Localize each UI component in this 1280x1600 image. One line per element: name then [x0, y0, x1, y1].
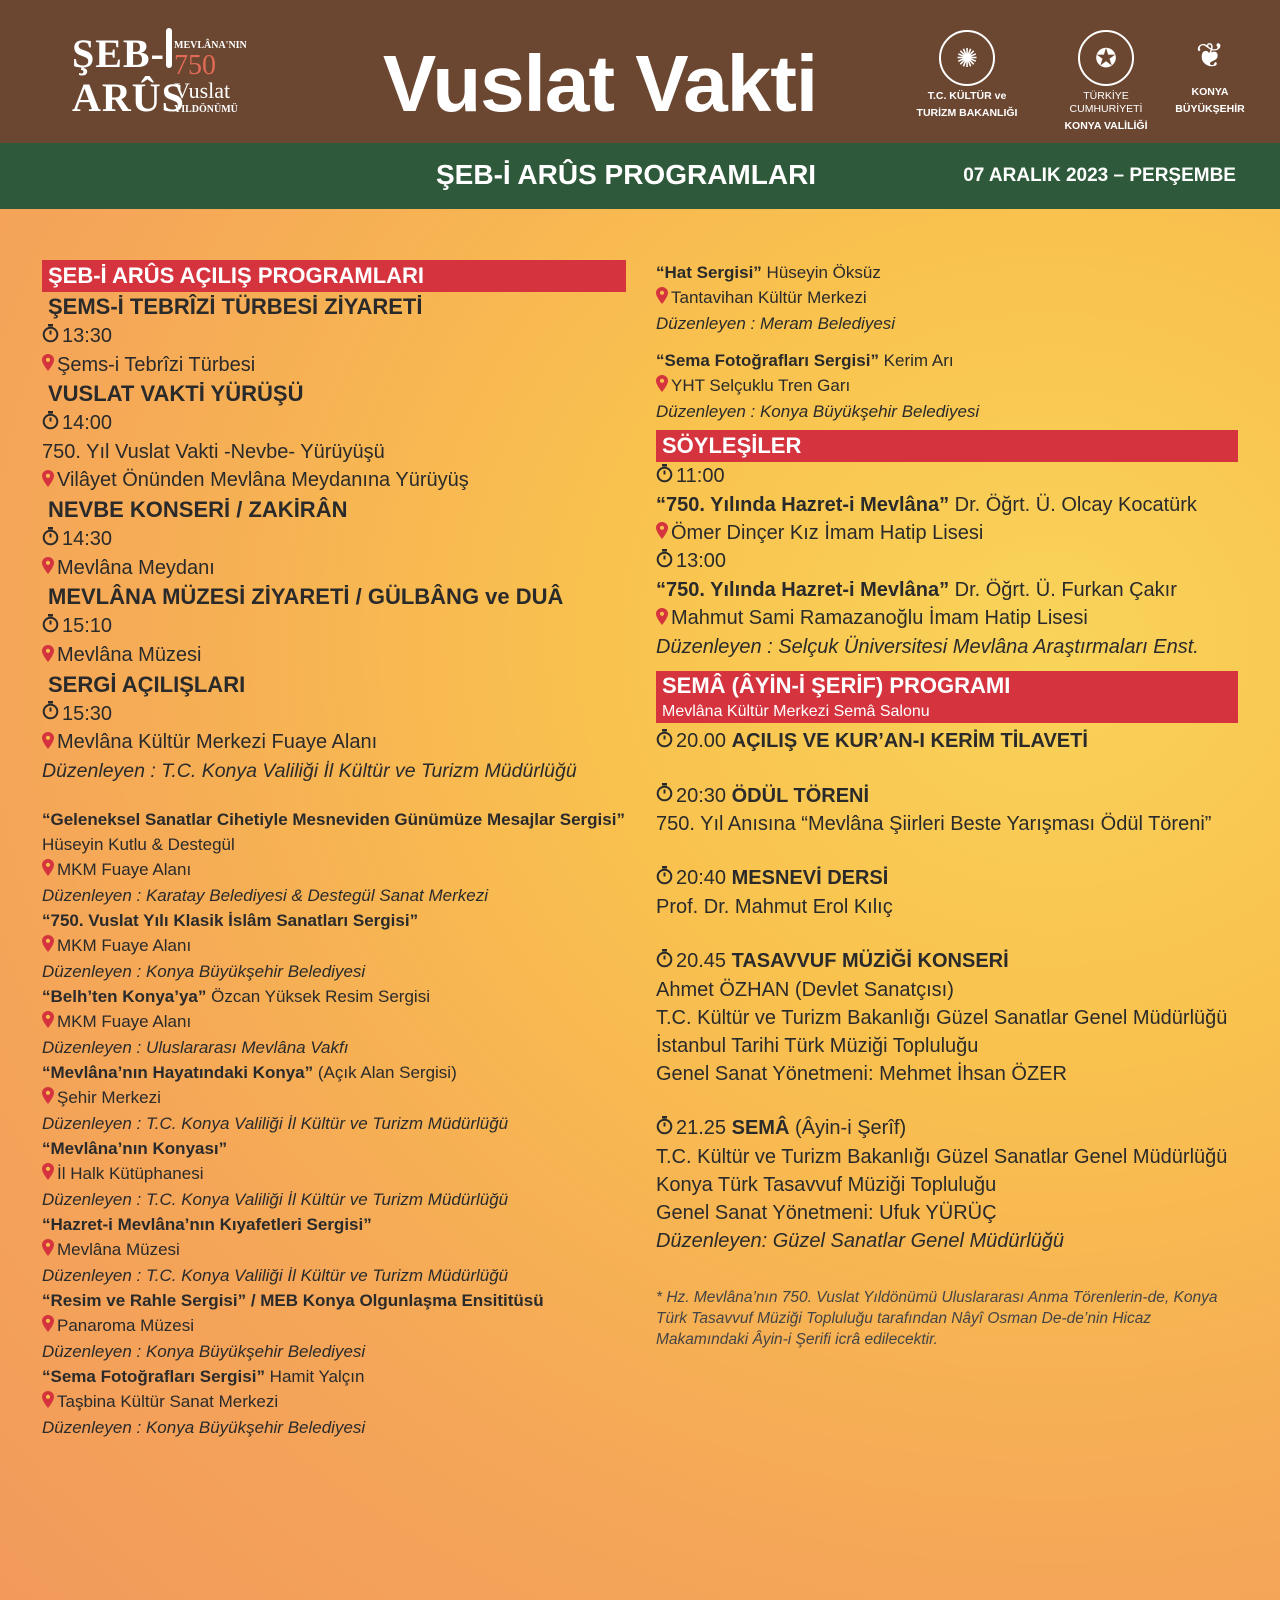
- exhibition-place: MKM Fuaye Alanı: [57, 860, 192, 880]
- banner-title: ŞEB-İ ARÛS PROGRAMLARI: [436, 159, 817, 190]
- event-place: Mevlâna Kültür Merkezi Fuaye Alanı: [57, 731, 378, 754]
- exhibition-place-row: [42, 933, 626, 959]
- event-time-row: [42, 409, 626, 438]
- sema-detail: 750. Yıl Anısına “Mevlâna Şiirleri Beste Yarışması Ödül Töreni”: [656, 813, 1212, 836]
- clock-icon: [656, 948, 673, 976]
- event-title: NEVBE KONSERİ / ZAKİRÂN: [48, 496, 348, 522]
- exhibition-extra: Kerim Arı: [878, 351, 954, 371]
- event-time: 14:00: [62, 412, 113, 435]
- logo-vuslat: Vuslat: [174, 78, 231, 103]
- location-pin-icon: [42, 934, 54, 959]
- exhibition-name-row: [656, 348, 1238, 373]
- event-place-row: [42, 554, 626, 583]
- exhibition-place: YHT Selçuklu Tren Garı: [671, 376, 851, 396]
- event-time-row: [42, 525, 626, 554]
- talk-place-row: [656, 519, 1238, 548]
- location-pin-icon: [656, 286, 668, 311]
- sema-title: AÇILIŞ VE KUR’AN-I KERİM TİLAVETİ: [731, 729, 1088, 752]
- exhibition-place: MKM Fuaye Alanı: [57, 936, 192, 956]
- clock-icon: [656, 782, 673, 810]
- double-headed-eagle-icon: ❦: [1195, 37, 1225, 75]
- location-pin-icon: [42, 1010, 54, 1035]
- spacer: [656, 336, 1238, 348]
- talk-time-row: [656, 547, 1238, 576]
- exhibition-name: “Sema Fotoğrafları Sergisi”: [656, 351, 879, 371]
- exhibition-extra: (Açık Alan Sergisi): [313, 1063, 457, 1083]
- logo-yildonumu: YILDÖNÜMÜ: [174, 104, 238, 115]
- exhibition-extra: Hamit Yalçın: [264, 1367, 365, 1387]
- sema-organizer: Düzenleyen: Güzel Sanatlar Genel Müdürlüğü: [656, 1229, 1065, 1252]
- sema-item-head: [656, 782, 1238, 811]
- exhibition-place-row: [42, 1009, 626, 1035]
- talk-title-row: [656, 491, 1238, 519]
- sema-detail: Prof. Dr. Mahmut Erol Kılıç: [656, 896, 893, 919]
- opening-organizer: Düzenleyen : T.C. Konya Valiliği İl Kültür ve Turizm Müdürlüğü: [42, 760, 577, 783]
- exhibition-place-row: [42, 1313, 626, 1339]
- exhibition-name-row: [42, 908, 626, 933]
- sema-time: 20:40: [676, 867, 727, 890]
- exhibition-name: “Mevlâna’nın Konyası”: [42, 1139, 228, 1159]
- spacer: [656, 756, 1238, 782]
- event-time-row: [42, 612, 626, 641]
- sema-detail: T.C. Kültür ve Turizm Bakanlığı Güzel Sanatlar Genel Müdürlüğü: [656, 1145, 1228, 1168]
- exhibition-organizer: Düzenleyen : Konya Büyükşehir Belediyesi: [42, 1342, 366, 1362]
- exhibition-place-row: [656, 373, 1238, 399]
- exhibition-name: “Hat Sergisi”: [656, 263, 762, 282]
- sema-time: 20:30: [676, 784, 727, 807]
- clock-icon: [42, 410, 59, 438]
- sema-time: 21.25: [676, 1116, 727, 1139]
- exhibition-name: “Belh’ten Konya’ya”: [42, 987, 207, 1007]
- exhibition-place: Tantavihan Kültür Merkezi: [671, 288, 867, 307]
- clock-icon: [656, 728, 673, 756]
- talk-place-row: [656, 604, 1238, 633]
- banner-date: 07 ARALIK 2023 – PERŞEMBE: [963, 165, 1236, 186]
- ministry-logo: [912, 30, 1022, 120]
- talk-place: Mahmut Sami Ramazanoğlu İmam Hatip Lisesi: [671, 607, 1088, 630]
- sema-title-tail: (Âyin-i Şerîf): [789, 1116, 907, 1139]
- sema-time: 20.45: [676, 950, 727, 973]
- exhibition-place: İl Halk Kütüphanesi: [57, 1164, 204, 1184]
- municipality-caption1: KONYA: [1191, 86, 1229, 98]
- left-column: [42, 260, 626, 1440]
- sema-item-head: [656, 1114, 1238, 1143]
- clock-icon: [656, 548, 673, 576]
- exhibition-place: MKM Fuaye Alanı: [57, 1012, 192, 1032]
- exhibition-name-row: [42, 984, 626, 1009]
- sema-title: ÖDÜL TÖRENİ: [731, 784, 870, 807]
- location-pin-icon: [656, 374, 668, 399]
- location-pin-icon: [42, 729, 54, 757]
- logo-mevlana: MEVLÂNA'NIN: [174, 40, 247, 51]
- event-time: 15:10: [62, 615, 113, 638]
- spacer: [656, 1088, 1238, 1114]
- exhibition-extra: Hüseyin Öksüz: [761, 263, 881, 282]
- sema-title: MESNEVİ DERSİ: [731, 867, 889, 890]
- location-pin-icon: [42, 1238, 54, 1263]
- exhibition-place: Taşbina Kültür Sanat Merkezi: [57, 1392, 279, 1412]
- logo-line1: ŞEB-: [72, 31, 165, 76]
- event-time: 15:30: [62, 702, 113, 725]
- exhibition-name: “750. Vuslat Yılı Klasik İslâm Sanatları Sergisi”: [42, 911, 419, 931]
- event-title: MEVLÂNA MÜZESİ ZİYARETİ / GÜLBÂNG ve DUÂ: [48, 584, 564, 610]
- ministry-caption2: TURİZM BAKANLIĞI: [916, 107, 1018, 119]
- event-time: 14:30: [62, 527, 113, 550]
- banner: [0, 143, 1280, 209]
- spacer: [656, 921, 1238, 947]
- talk-time: 13:00: [676, 550, 727, 573]
- exhibition-place-row: [42, 1085, 626, 1111]
- sema-detail: Ahmet ÖZHAN (Devlet Sanatçısı): [656, 978, 954, 1001]
- location-pin-icon: [42, 554, 54, 582]
- logo-mark: [166, 28, 172, 68]
- sema-item-head: [656, 727, 1238, 756]
- sema-title: TASAVVUF MÜZİĞİ KONSERİ: [731, 950, 1009, 973]
- sema-title: SEMÂ: [731, 1116, 790, 1139]
- spacer: [656, 838, 1238, 864]
- municipality-caption2: BÜYÜKŞEHİR: [1175, 103, 1245, 115]
- municipality-logo: [1172, 30, 1248, 116]
- location-pin-icon: [42, 351, 54, 379]
- page-title: Vuslat Vakti: [382, 39, 818, 128]
- sema-venue: Mevlâna Kültür Merkezi Semâ Salonu: [656, 701, 1238, 723]
- exhibition-organizer: Düzenleyen : Uluslararası Mevlâna Vakfı: [42, 1038, 349, 1058]
- logo-line2: ARÛS: [72, 75, 185, 120]
- exhibition-artist: Hüseyin Kutlu & Destegül: [42, 835, 235, 855]
- location-pin-icon: [656, 605, 668, 633]
- clock-icon: [42, 613, 59, 641]
- sema-detail: İstanbul Tarihi Türk Müziği Topluluğu: [656, 1034, 979, 1057]
- location-pin-icon: [42, 1086, 54, 1111]
- talk-time-row: [656, 462, 1238, 491]
- exhibition-name-row: [656, 260, 1238, 285]
- exhibition-organizer: Düzenleyen : Meram Belediyesi: [656, 314, 896, 334]
- event-place: Mevlâna Meydanı: [57, 556, 215, 579]
- ministry-caption1: T.C. KÜLTÜR ve: [927, 90, 1007, 102]
- exhibition-extra: Özcan Yüksek Resim Sergisi: [206, 987, 430, 1007]
- opening-section-title: ŞEB-İ ARÛS AÇILIŞ PROGRAMLARI: [42, 260, 626, 292]
- exhibition-place-row: [42, 857, 626, 883]
- talk-title: “750. Yılında Hazret-i Mevlâna”: [656, 579, 950, 602]
- exhibition-place-row: [656, 285, 1238, 311]
- sema-item-head: [656, 864, 1238, 893]
- footnote: * Hz. Mevlâna’nın 750. Vuslat Yıldönümü Uluslararası Anma Törenlerin-de, Konya Türk Tasavvuf Müziği Topluluğu tarafından Nâyî Osman De-de’nin Hicaz Makamındaki Âyin-i Şerifi icrâ edilecektir.: [656, 1288, 1218, 1348]
- event-time-row: [42, 700, 626, 729]
- governorship-logo: [1046, 30, 1166, 133]
- exhibition-name: “Mevlâna’nın Hayatındaki Konya”: [42, 1063, 314, 1083]
- location-pin-icon: [42, 1390, 54, 1415]
- location-pin-icon: [42, 1162, 54, 1187]
- exhibition-place: Panaroma Müzesi: [57, 1316, 195, 1336]
- event-place: Şems-i Tebrîzi Türbesi: [57, 353, 256, 376]
- governorship-caption2: KONYA VALİLİĞİ: [1064, 120, 1148, 132]
- exhibition-organizer: Düzenleyen : Konya Büyükşehir Belediyesi: [42, 1418, 366, 1438]
- governorship-emblem-icon: ✪: [1078, 30, 1134, 86]
- right-column: [656, 260, 1238, 1350]
- exhibition-name-row: [42, 1288, 626, 1313]
- event-place-row: [42, 728, 626, 757]
- ministry-emblem-icon: ✺: [939, 30, 995, 86]
- event-place: Mevlâna Müzesi: [57, 644, 202, 667]
- talk-place: Ömer Dinçer Kız İmam Hatip Lisesi: [671, 521, 984, 544]
- sema-detail: Konya Türk Tasavvuf Müziği Topluluğu: [656, 1173, 997, 1196]
- clock-icon: [42, 526, 59, 554]
- clock-icon: [656, 865, 673, 893]
- exhibition-organizer: Düzenleyen : T.C. Konya Valiliği İl Kültür ve Turizm Müdürlüğü: [42, 1190, 509, 1210]
- talk-title: “750. Yılında Hazret-i Mevlâna”: [656, 493, 950, 516]
- exhibition-name-row: [42, 1364, 626, 1389]
- exhibition-organizer: Düzenleyen : T.C. Konya Valiliği İl Kültür ve Turizm Müdürlüğü: [42, 1114, 509, 1134]
- clock-icon: [656, 463, 673, 491]
- event-title: ŞEMS-İ TEBRÎZİ TÜRBESİ ZİYARETİ: [48, 294, 423, 319]
- exhibition-place: Şehir Merkezi: [57, 1088, 161, 1108]
- exhibition-organizer: Düzenleyen : T.C. Konya Valiliği İl Kültür ve Turizm Müdürlüğü: [42, 1266, 509, 1286]
- seb-i-arus-logo: [68, 28, 248, 128]
- exhibition-organizer: Düzenleyen : Konya Büyükşehir Belediyesi: [656, 402, 980, 422]
- exhibition-name-row: [42, 1212, 626, 1237]
- exhibition-name-row: [42, 1060, 626, 1085]
- exhibition-name-row: [42, 1136, 626, 1161]
- event-place-row: [42, 351, 626, 380]
- location-pin-icon: [42, 642, 54, 670]
- event-place-row: [42, 466, 626, 495]
- header: [0, 0, 1280, 143]
- talk-speaker: Dr. Öğrt. Ü. Furkan Çakır: [949, 579, 1177, 602]
- exhibition-place-row: [42, 1389, 626, 1415]
- exhibition-organizer: Düzenleyen : Karatay Belediyesi & Destegül Sanat Merkezi: [42, 886, 489, 906]
- talks-organizer: Düzenleyen : Selçuk Üniversitesi Mevlâna Araştırmaları Enst.: [656, 635, 1199, 658]
- exhibition-place-row: [42, 1161, 626, 1187]
- exhibition-name: “Sema Fotoğrafları Sergisi”: [42, 1367, 265, 1387]
- sema-section-title: SEMÂ (ÂYİN-İ ŞERİF) PROGRAMI: [656, 671, 1238, 701]
- sema-detail: Genel Sanat Yönetmeni: Ufuk YÜRÜÇ: [656, 1201, 997, 1224]
- exhibition-name: “Resim ve Rahle Sergisi” / MEB Konya Olgunlaşma Ensititüsü: [42, 1291, 544, 1311]
- event-title: SERGİ AÇILIŞLARI: [48, 671, 246, 697]
- event-description: 750. Yıl Vuslat Vakti -Nevbe- Yürüyüşü: [42, 441, 385, 464]
- exhibition-place: Mevlâna Müzesi: [57, 1240, 180, 1260]
- talk-time: 11:00: [676, 465, 725, 488]
- governorship-caption1: TÜRKİYE CUMHURİYETİ: [1069, 90, 1143, 115]
- location-pin-icon: [42, 858, 54, 883]
- location-pin-icon: [656, 519, 668, 547]
- clock-icon: [42, 700, 59, 728]
- talk-title-row: [656, 576, 1238, 604]
- sema-item-head: [656, 947, 1238, 976]
- exhibition-name: “Geleneksel Sanatlar Cihetiyle Mesneviden Günümüze Mesajlar Sergisi”: [42, 810, 625, 830]
- event-title: VUSLAT VAKTİ YÜRÜŞÜ: [48, 381, 304, 407]
- sema-detail: T.C. Kültür ve Turizm Bakanlığı Güzel Sanatlar Genel Müdürlüğü: [656, 1006, 1228, 1029]
- talks-section-title: SÖYLEŞİLER: [656, 430, 1238, 462]
- talk-speaker: Dr. Öğrt. Ü. Olcay Kocatürk: [949, 493, 1197, 516]
- event-time: 13:30: [62, 325, 113, 347]
- logo-750: 750: [174, 50, 216, 81]
- clock-icon: [656, 1115, 673, 1143]
- sema-time: 20.00: [676, 729, 727, 752]
- exhibition-name: “Hazret-i Mevlâna’nın Kıyafetleri Sergisi”: [42, 1215, 372, 1235]
- event-place-row: [42, 641, 626, 670]
- sema-detail: Genel Sanat Yönetmeni: Mehmet İhsan ÖZER: [656, 1062, 1067, 1085]
- event-place: Vilâyet Önünden Mevlâna Meydanına Yürüyüş: [57, 469, 469, 492]
- clock-icon: [42, 323, 59, 351]
- exhibition-place-row: [42, 1237, 626, 1263]
- location-pin-icon: [42, 1314, 54, 1339]
- exhibition-name-row: [42, 807, 626, 832]
- location-pin-icon: [42, 467, 54, 495]
- exhibition-organizer: Düzenleyen : Konya Büyükşehir Belediyesi: [42, 962, 366, 982]
- event-time-row: [42, 322, 626, 351]
